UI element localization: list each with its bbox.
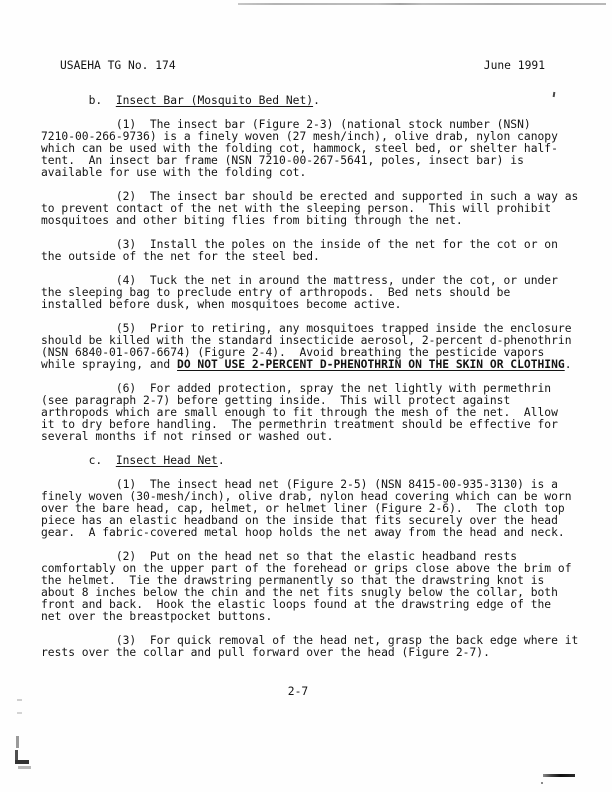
para-b3	[41, 239, 602, 263]
para-c3	[41, 635, 602, 659]
scan-artifact-speck	[17, 712, 22, 714]
text-segment: piece has an elastic headband on the inside that fits securely over the head	[41, 514, 558, 527]
text-segment: (3) Install the poles on the inside of the net for the cot or on	[41, 238, 558, 251]
text-segment: about 8 inches below the chin and the net fits snugly below the collar, both	[41, 586, 558, 599]
scan-artifact-edge-mark	[16, 736, 19, 748]
text-segment: .	[313, 94, 320, 107]
text-segment: available for use with the folding cot.	[41, 166, 307, 179]
text-segment: (5) Prior to retiring, any mosquitoes trapped inside the enclosure	[41, 322, 572, 335]
text-segment: gear. A fabric-covered metal hoop holds the net away from the head and neck.	[41, 526, 565, 539]
heading-insect-head-net	[41, 455, 602, 467]
scan-artifact-speck	[17, 699, 22, 701]
para-b1	[41, 119, 602, 179]
text-line	[41, 431, 602, 443]
text-segment: the helmet. Tie the drawstring permanently so that the drawstring knot is	[41, 574, 545, 587]
text-line	[41, 647, 602, 659]
para-b5	[41, 323, 602, 371]
text-segment: (6) For added protection, spray the net lightly with permethrin	[41, 382, 552, 395]
text-segment: finely woven (30-mesh/inch), olive drab, nylon head covering which can be worn	[41, 490, 572, 503]
header-left-doc-id: USAEHA TG No. 174	[60, 59, 176, 72]
text-segment: (1) The insect head net (Figure 2-5) (NSN 8415-00-935-3130) is a	[41, 478, 558, 491]
text-segment: over the bare head, cap, helmet, or helmet liner (Figure 2-6). The cloth top	[41, 502, 565, 515]
page-number: 2-7	[287, 685, 309, 698]
text-segment: rests over the collar and pull forward over the head (Figure 2-7).	[41, 646, 490, 659]
text-segment: net over the breastpocket buttons.	[41, 610, 273, 623]
text-line	[41, 299, 602, 311]
text-line	[41, 251, 602, 263]
underlined-heading-text: Insect Bar (Mosquito Bed Net)	[115, 94, 314, 107]
text-line	[41, 95, 602, 107]
text-segment: should be killed with the standard insecticide aerosol, 2-percent d-phenothrin	[41, 334, 572, 347]
text-segment: (3) For quick removal of the head net, grasp the back edge where it	[41, 634, 579, 647]
underlined-heading-text: Insect Head Net	[115, 454, 218, 467]
text-line	[41, 527, 602, 539]
para-c2	[41, 551, 602, 623]
scan-artifact-speck	[541, 782, 543, 784]
text-segment: installed before dusk, when mosquitoes become active.	[41, 298, 402, 311]
text-segment: 7210-00-266-9736) is a finely woven (27 mesh/inch), olive drab, nylon canopy	[41, 130, 558, 143]
scan-artifact-edge-mark	[15, 760, 29, 764]
para-b4	[41, 275, 602, 311]
heading-insect-bar	[41, 95, 602, 107]
warning-emphasis-text: DO NOT USE 2-PERCENT D-PHENOTHRIN ON THE SKIN OR CLOTHING	[177, 358, 565, 371]
text-line	[41, 359, 602, 371]
para-c1	[41, 479, 602, 539]
text-segment: which can be used with the folding cot, hammock, steel bed, or shelter half-	[41, 142, 558, 155]
text-line	[41, 167, 602, 179]
para-b6	[41, 383, 602, 443]
text-segment: (1) The insect bar (Figure 2-3) (national stock number (NSN)	[41, 118, 531, 131]
text-segment: .	[564, 358, 572, 371]
page-header	[60, 59, 545, 72]
text-segment: (see paragraph 2-7) before getting inside. This will protect against	[41, 394, 511, 407]
text-segment: c.	[41, 454, 116, 467]
text-segment: front and back. Hook the elastic loops found at the drawstring edge of the	[41, 598, 552, 611]
scan-artifact-top-streak	[238, 3, 606, 5]
scan-artifact-smudge	[18, 766, 31, 769]
text-segment: comfortably on the upper part of the forehead or grips close above the brim of	[41, 562, 572, 575]
text-line	[41, 455, 602, 467]
text-segment: b.	[41, 94, 116, 107]
text-segment: while spraying, and	[41, 358, 178, 371]
text-segment: the sleeping bag to preclude entry of arthropods. Bed nets should be	[41, 286, 511, 299]
text-segment: arthropods which are small enough to fit through the mesh of the net. Allow	[41, 406, 558, 419]
text-segment: (4) Tuck the net in around the mattress, under the cot, or under	[41, 274, 558, 287]
text-segment: several months if not rinsed or washed out.	[41, 430, 334, 443]
text-segment: to prevent contact of the net with the sleeping person. This will prohibit	[41, 202, 552, 215]
text-segment: (2) Put on the head net so that the elastic headband rests	[41, 550, 518, 563]
document-body	[41, 95, 602, 659]
text-segment: .	[217, 454, 225, 467]
text-segment: mosquitoes and other biting flies from biting through the net.	[41, 214, 463, 227]
text-segment: the outside of the net for the steel bed.	[41, 250, 320, 263]
para-b2	[41, 191, 602, 227]
scan-artifact-bottom-dash	[543, 774, 575, 777]
text-line	[41, 215, 602, 227]
header-right-date: June 1991	[483, 59, 545, 72]
text-segment: it to dry before handling. The permethrin treatment should be effective for	[41, 418, 558, 431]
text-line	[41, 611, 602, 623]
text-segment: (NSN 6840-01-067-6674) (Figure 2-4). Avoid breathing the pesticide vapors	[41, 346, 545, 359]
text-segment: (2) The insect bar should be erected and supported in such a way as	[41, 190, 579, 203]
text-segment: tent. An insect bar frame (NSN 7210-00-267-5641, poles, insect bar) is	[41, 154, 524, 167]
